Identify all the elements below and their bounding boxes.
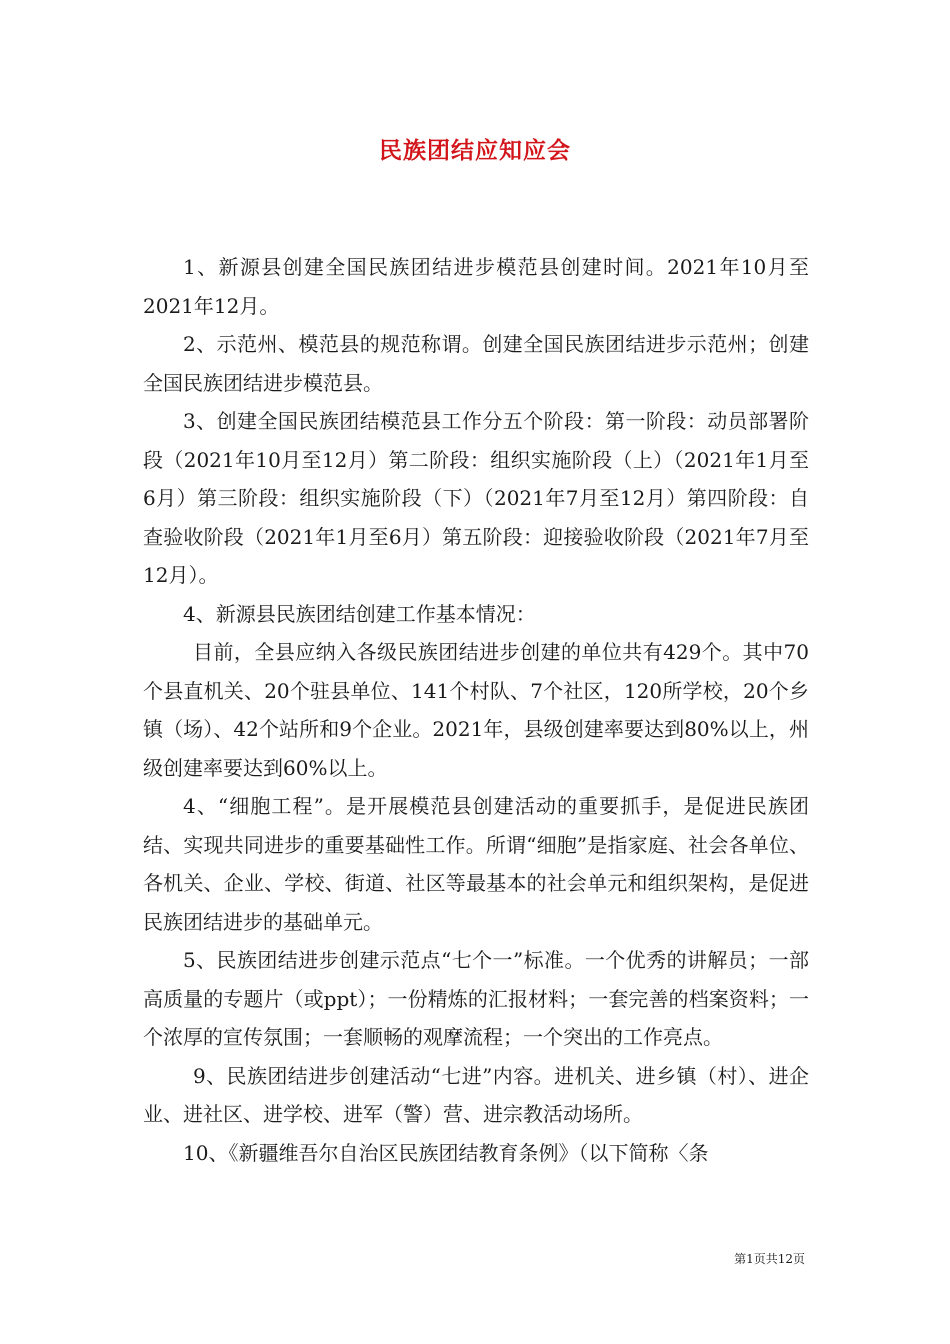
paragraph: 4、“细胞工程”。是开展模范县创建活动的重要抓手，是促进民族团结、实现共同进步的重要基础性工作。所谓“细胞”是指家庭、社会各单位、各机关、企业、学校、街道、社区等最基本的社会单元和组织架构，是促进民族团结进步的基础单元。 — [143, 794, 809, 934]
page-number-footer: 第1页共12页 — [734, 1252, 805, 1266]
paragraph: 10、《新疆维吾尔自治区民族团结教育条例》（以下简称〈条 — [183, 1140, 709, 1165]
paragraph: 5、民族团结进步创建示范点“七个一”标准。一个优秀的讲解员；一部高质量的专题片（或ppt）；一份精炼的汇报材料；一套完善的档案资料；一个浓厚的宣传氛围；一套顺畅的观摩流程；一个突出的工作亮点。 — [143, 948, 809, 1049]
paragraph: 9、民族团结进步创建活动“七进”内容。进机关、进乡镇（村）、进企业、进社区、进学校、进军（警）营、进宗教活动场所。 — [143, 1063, 809, 1126]
paragraph: 目前，全县应纳入各级民族团结进步创建的单位共有429个。其中70个县直机关、20个驻县单位、141个村队、7个社区，120所学校，20个乡镇（场）、42个站所和9个企业。2021年，县级创建率要达到80%以上，州级创建率要达到60%以上。 — [143, 640, 809, 780]
document-body — [143, 248, 809, 1172]
paragraph: 1、新源县创建全国民族团结进步模范县创建时间。2021年10月至2021年12月。 — [143, 255, 809, 318]
paragraph: 4、新源县民族团结创建工作基本情况： — [183, 601, 536, 626]
paragraph: 2、示范州、模范县的规范称谓。创建全国民族团结进步示范州；创建全国民族团结进步模范县。 — [143, 332, 809, 395]
document-title: 民族团结应知应会 — [379, 137, 571, 164]
paragraph: 3、创建全国民族团结模范县工作分五个阶段：第一阶段：动员部署阶段（2021年10月至12月）第二阶段：组织实施阶段（上）（2021年1月至6月）第三阶段：组织实施阶段（下）（2021年7月至12月）第四阶段：自查验收阶段（2021年1月至6月）第五阶段：迎接验收阶段（2021年7月至12月）。 — [143, 409, 809, 587]
